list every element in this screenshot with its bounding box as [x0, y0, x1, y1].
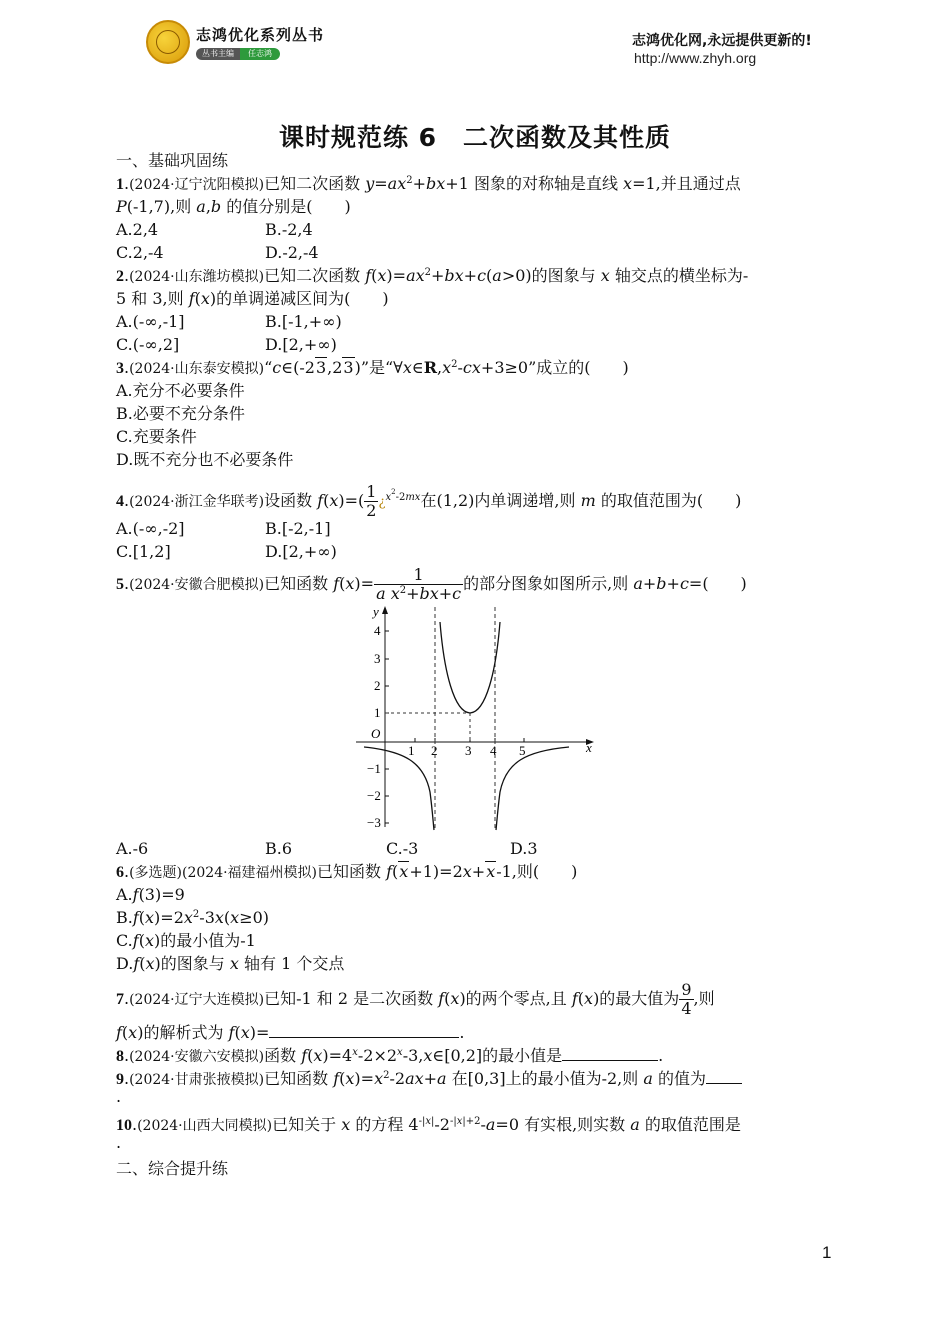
q6-option-a[interactable]: A.f(3)=9 — [116, 885, 185, 904]
q5-option-d[interactable]: D.3 — [510, 839, 538, 858]
question-9-line-1: 9.(2024·甘肃张掖模拟)已知函数 $f(x)=x^2-2ax+a$ 在[0,3]上的最小值为-2,则 a 的值为 — [116, 1068, 742, 1090]
question-2-line-1: 2.(2024·山东潍坊模拟)已知二次函数 $f(x)=ax^2+bx+c(a>0)$的图象与 x 轴交点的横坐标为- — [116, 266, 749, 285]
y-tick-3: 3 — [374, 651, 381, 666]
q4-option-d[interactable]: D.[2,+∞) — [265, 542, 337, 561]
y-axis-arrow-icon — [382, 606, 388, 614]
q5-option-a[interactable]: A.-6 — [116, 839, 149, 858]
q4-option-a[interactable]: A.(-∞,-2] — [116, 519, 185, 538]
q1-option-c[interactable]: C.2,-4 — [116, 243, 164, 262]
question-8-line-1: 8.(2024·安徽六安模拟)函数 $f(x)=4^x-2\times 2^x-3,x\in[0,2]$的最小值是 . — [116, 1046, 664, 1065]
question-4-options-cd — [116, 541, 337, 563]
x-tick-3: 3 — [465, 743, 472, 758]
x-axis-label: x — [586, 740, 592, 755]
question-3-line-1: 3.(2024·山东泰安模拟)“c∈(-23,23)”是“$\forall x\in R,x^2-cx+3\ge 0$”成立的( ) — [116, 358, 629, 377]
q2-option-c[interactable]: C.(-∞,2] — [116, 335, 180, 354]
x-tick-5: 5 — [519, 743, 526, 758]
q4-option-b[interactable]: B.[-2,-1] — [265, 519, 331, 538]
q6-option-d[interactable]: D.f(x)的图象与 x 轴有 1 个交点 — [116, 954, 345, 973]
question-1-options-ab — [116, 219, 313, 241]
q7-answer-blank[interactable] — [269, 1037, 459, 1038]
badge-label: 丛书主编 — [196, 48, 240, 60]
curve-middle-branch — [440, 622, 500, 713]
x-tick-1: 1 — [408, 743, 415, 758]
series-name: 志鸿优化系列丛书 — [196, 26, 325, 44]
question-7-line-2: f(x)的解析式为 f(x)= . — [116, 1023, 465, 1042]
q2-option-d[interactable]: D.[2,+∞) — [265, 335, 337, 354]
q2-option-a[interactable]: A.(-∞,-1] — [116, 312, 185, 331]
q1-option-a[interactable]: A.2,4 — [116, 220, 159, 239]
logo-seal — [146, 20, 190, 64]
q5-option-b[interactable]: B.6 — [265, 839, 293, 858]
q6-option-c[interactable]: C.f(x)的最小值为-1 — [116, 931, 256, 950]
y-tick-2: 2 — [374, 678, 381, 693]
question-2-line-2: 5 和 3,则 f(x)的单调递减区间为( ) — [116, 289, 389, 308]
y-tick-4: 4 — [374, 623, 381, 638]
q3-option-d[interactable]: D.既不充分也不必要条件 — [116, 450, 294, 469]
q1-option-b[interactable]: B.-2,4 — [265, 220, 313, 239]
x-ticks — [408, 738, 526, 758]
page-header — [0, 0, 950, 80]
question-5-options — [116, 838, 538, 860]
q6-option-b[interactable]: $B.f(x)=2x^2-3x(x\ge 0)$ — [116, 908, 270, 927]
question-1-line-1: 1.(2024·辽宁沈阳模拟)已知二次函数 $y=ax^2+bx+1$ 图象的对称轴是直线 x=1,并且通过点 — [116, 174, 741, 193]
q9-answer-blank[interactable] — [706, 1083, 742, 1084]
q2-option-b[interactable]: B.[-1,+∞) — [265, 312, 342, 331]
site-url[interactable]: http://www.zhyh.org — [634, 50, 757, 66]
badge-editor: 任志鸿 — [240, 48, 280, 60]
q8-answer-blank[interactable] — [562, 1060, 658, 1061]
question-2-options-cd — [116, 334, 337, 356]
y-tick-neg2: −2 — [367, 788, 381, 803]
q3-option-a[interactable]: A.充分不必要条件 — [116, 381, 245, 400]
q4-option-c[interactable]: C.[1,2] — [116, 542, 171, 561]
page-title: 课时规范练 6 二次函数及其性质 — [278, 123, 672, 152]
question-1-line-2: P(-1,7),则 a,b 的值分别是( ) — [116, 197, 351, 216]
y-tick-1: 1 — [374, 705, 381, 720]
question-7-line-1: 7.(2024·辽宁大连模拟)已知-1 和 2 是二次函数 f(x)的两个零点,且 f(x)的最大值为 $\frac{9}{4}$ ,则 — [116, 980, 715, 1018]
question-4-line-1: 4.(2024·浙江金华联考)设函数 f(x)=( $\frac{1}{2}$ ¿$^{x^2-2mx}$在(1,2)内单调递增,则 m 的取值范围为( ) — [116, 482, 742, 520]
function-graph — [354, 602, 600, 832]
y-tick-neg1: −1 — [367, 761, 381, 776]
question-1-options-cd — [116, 242, 319, 264]
editor-badge — [196, 48, 280, 60]
y-tick-neg3: −3 — [367, 815, 381, 830]
site-slogan: 志鸿优化网,永远提供更新的! — [632, 33, 812, 49]
origin-label: O — [371, 726, 381, 741]
y-axis-label: y — [373, 604, 379, 619]
q3-option-b[interactable]: B.必要不充分条件 — [116, 404, 245, 423]
x-tick-4: 4 — [490, 743, 497, 758]
q5-option-c[interactable]: C.-3 — [386, 839, 419, 858]
question-6-line-1: 6.(多选题)(2024·福建福州模拟)已知函数 f(x+1)=2x+x-1,则( ) — [116, 862, 578, 881]
page-number: 1 — [822, 1243, 832, 1262]
question-9-period: . — [116, 1087, 122, 1106]
x-tick-2: 2 — [431, 743, 438, 758]
q3-option-c[interactable]: C.充要条件 — [116, 427, 197, 446]
question-5-line-1: 5.(2024·安徽合肥模拟)已知函数 f(x)= $\frac{1}{a x^2+bx+c}$ 的部分图象如图所示,则 a+b+c=( ) — [116, 565, 747, 603]
curve-right-branch — [496, 747, 569, 830]
question-10-line-1: 10.(2024·山西大同模拟)已知关于 x 的方程 $4^{-|x|}-2^{-|x|+2}-a=0$ 有实根,则实数 a 的取值范围是 — [116, 1115, 741, 1134]
q1-option-d[interactable]: D.-2,-4 — [265, 243, 319, 262]
section-heading-basic: 一、基础巩固练 — [116, 151, 229, 170]
question-10-period: . — [116, 1133, 122, 1152]
section-heading-advanced: 二、综合提升练 — [116, 1159, 229, 1178]
question-2-options-ab — [116, 311, 342, 333]
question-4-options-ab — [116, 518, 331, 540]
